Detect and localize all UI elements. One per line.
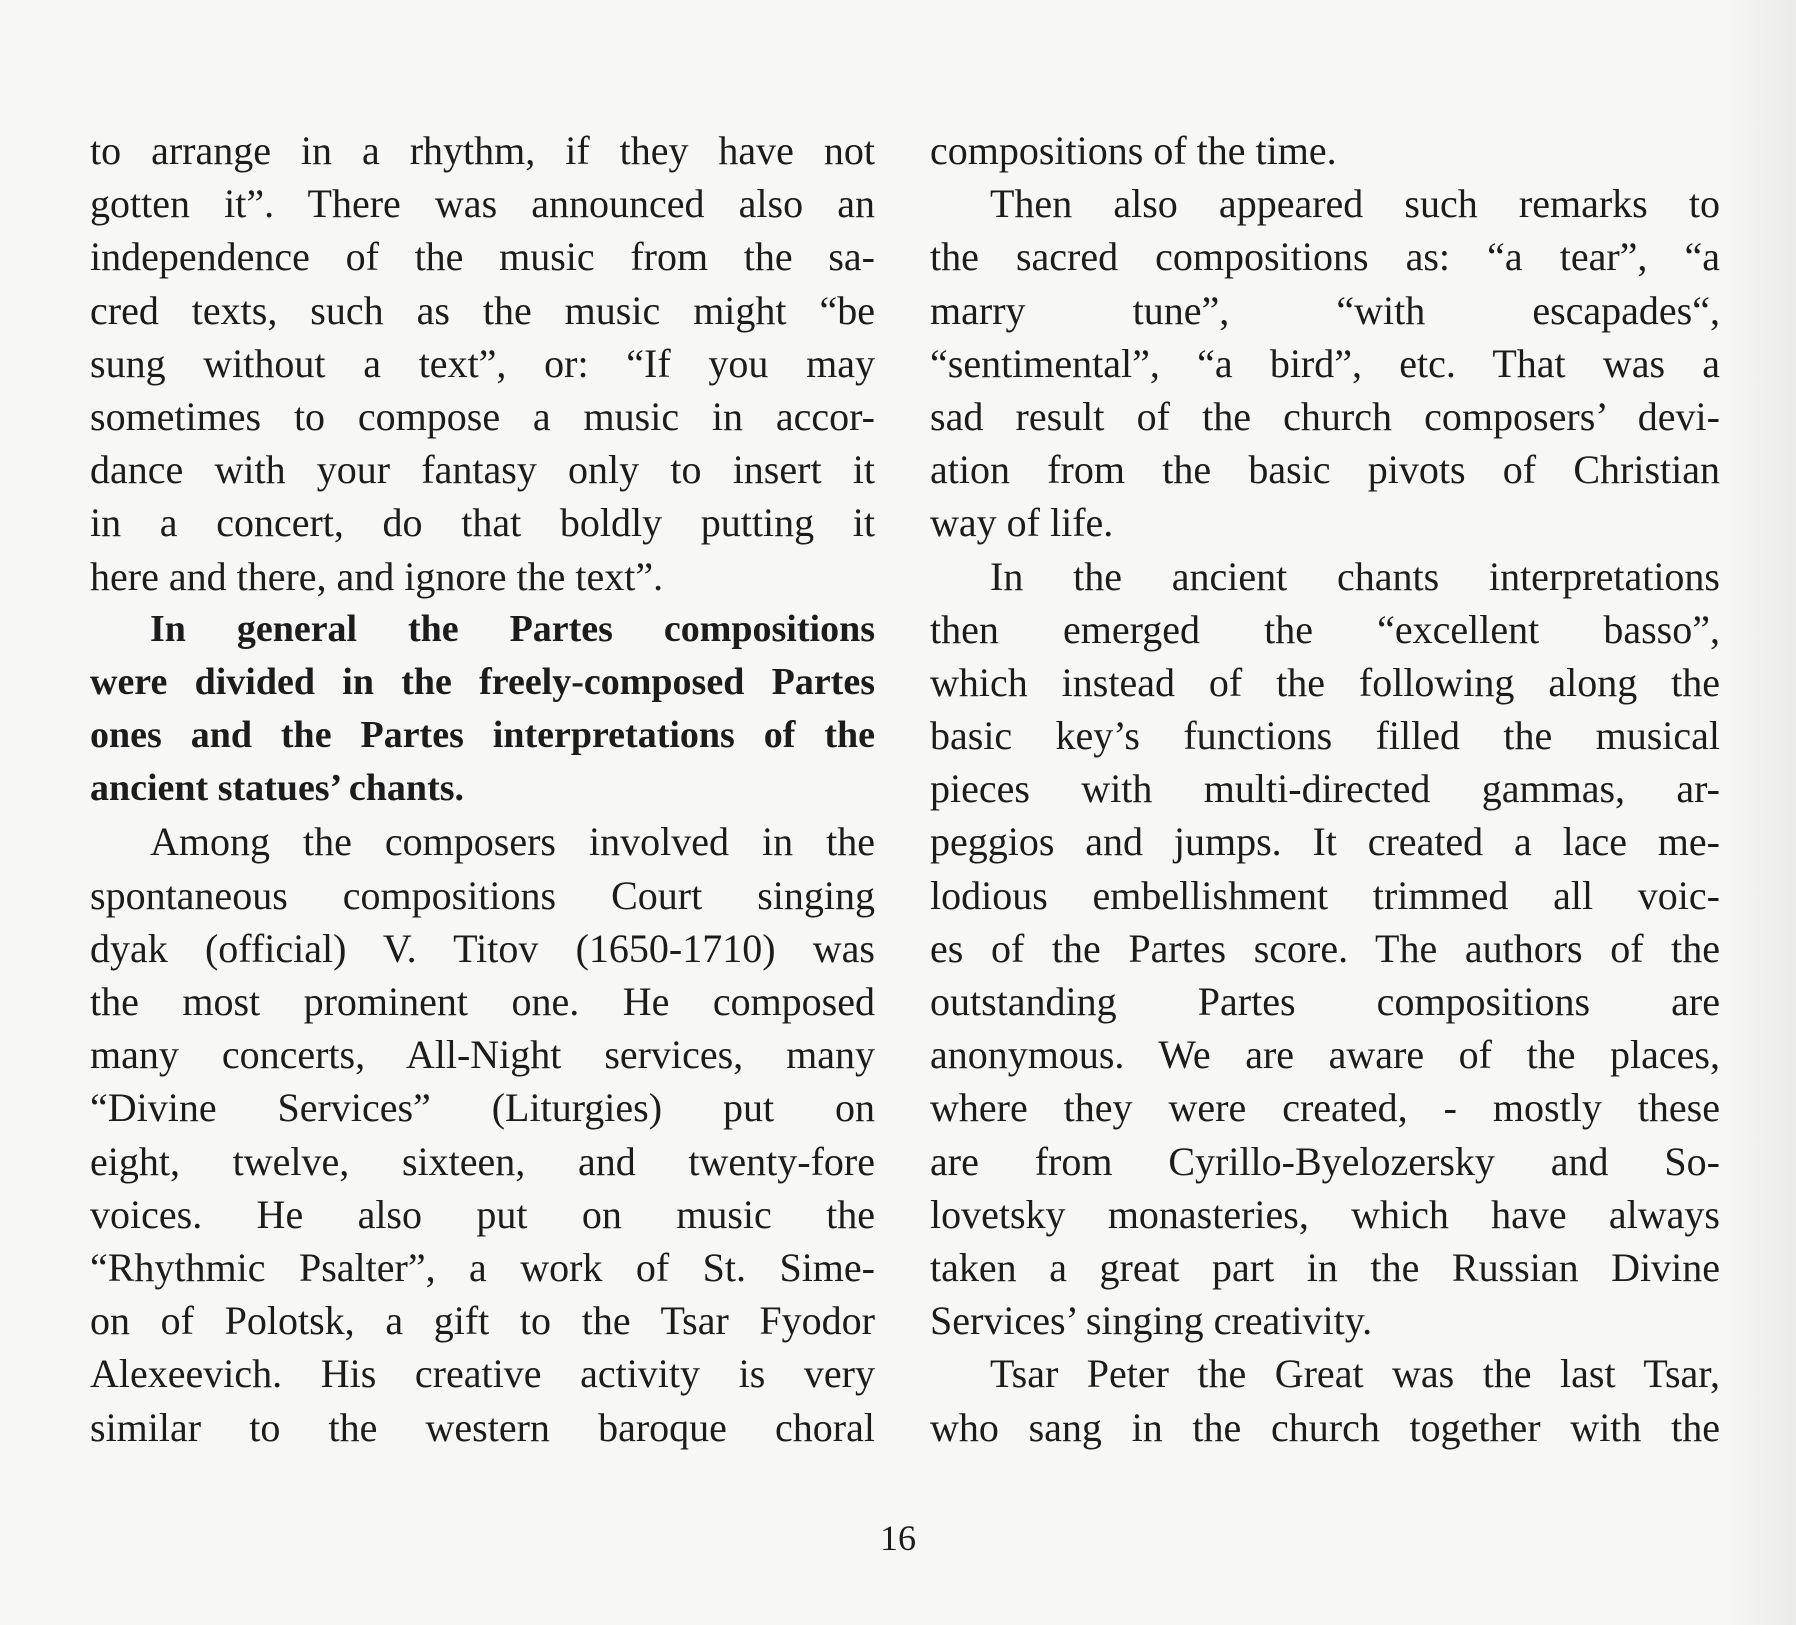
text-line: way of life. <box>930 500 1114 546</box>
right-text-column <box>930 124 1720 1454</box>
text-line: sad result of the church composers’ devi- <box>930 393 1720 439</box>
text-line: eight, twelve, sixteen, and twenty-fore <box>90 1138 875 1184</box>
text-line: In general the Partes compositions <box>150 607 875 650</box>
text-line: sung without a text”, or: “If you may <box>90 340 875 386</box>
text-line: on of Polotsk, a gift to the Tsar Fyodor <box>90 1298 875 1344</box>
text-line: “Rhythmic Psalter”, a work of St. Sime- <box>90 1244 875 1290</box>
text-line: ancient statues’ chants. <box>90 767 465 810</box>
text-line: then emerged the “excellent basso”, <box>930 606 1720 652</box>
text-line: basic key’s functions filled the musical <box>930 713 1720 759</box>
text-line: to arrange in a rhythm, if they have not <box>90 128 875 173</box>
text-line: similar to the western baroque choral <box>90 1404 875 1450</box>
text-line: peggios and jumps. It created a lace me- <box>930 819 1720 865</box>
text-line: taken a great part in the Russian Divine <box>930 1244 1720 1290</box>
text-line: compositions of the time. <box>930 128 1337 173</box>
text-line: the most prominent one. He composed <box>90 979 875 1024</box>
text-line: es of the Partes score. The authors of the <box>930 925 1720 971</box>
text-line: independence of the music from the sa- <box>90 234 875 280</box>
text-line: gotten it”. There was announced also an <box>90 181 875 227</box>
text-line: where they were created, - mostly these <box>930 1085 1720 1131</box>
text-line: who sang in the church together with the <box>930 1404 1720 1450</box>
text-line: voices. He also put on music the <box>90 1191 875 1237</box>
text-line: anonymous. We are aware of the places, <box>930 1032 1720 1078</box>
text-line: were divided in the freely-composed Partes <box>90 660 875 703</box>
text-line: ation from the basic pivots of Christian <box>930 447 1720 493</box>
text-line: Services’ singing creativity. <box>930 1298 1373 1344</box>
text-line: the sacred compositions as: “a tear”, “a <box>930 234 1720 280</box>
text-line: lovetsky monasteries, which have always <box>930 1191 1720 1237</box>
text-line: spontaneous compositions Court singing <box>90 872 875 918</box>
text-line: dyak (official) V. Titov (1650-1710) was <box>90 925 875 971</box>
text-line: Among the composers involved in the <box>150 819 875 865</box>
text-line: ones and the Partes interpretations of the <box>90 714 875 757</box>
text-line: outstanding Partes compositions are <box>930 979 1720 1024</box>
text-line: in a concert, do that boldly putting it <box>90 500 875 546</box>
text-line: Alexeevich. His creative activity is very <box>90 1351 875 1397</box>
text-line: dance with your fantasy only to insert it <box>90 447 875 493</box>
text-line: are from Cyrillo-Byelozersky and So- <box>930 1138 1720 1184</box>
left-text-column <box>90 124 875 1454</box>
text-line: cred texts, such as the music might “be <box>90 287 875 333</box>
text-line: Then also appeared such remarks to <box>990 181 1720 227</box>
text-line: many concerts, All-Night services, many <box>90 1032 875 1078</box>
text-line: “Divine Services” (Liturgies) put on <box>90 1085 875 1131</box>
text-line: sometimes to compose a music in accor- <box>90 393 875 439</box>
text-line: “sentimental”, “a bird”, etc. That was a <box>930 340 1720 386</box>
text-line: lodious embellishment trimmed all voic- <box>930 872 1720 918</box>
page-number: 16 <box>880 1518 916 1558</box>
text-line: Tsar Peter the Great was the last Tsar, <box>990 1351 1720 1397</box>
text-line: which instead of the following along the <box>930 659 1720 705</box>
text-line: In the ancient chants interpretations <box>990 553 1720 599</box>
text-line: marry tune”, “with escapades“, <box>930 287 1720 333</box>
text-line: here and there, and ignore the text”. <box>90 553 664 599</box>
text-line: pieces with multi-directed gammas, ar- <box>930 766 1720 812</box>
